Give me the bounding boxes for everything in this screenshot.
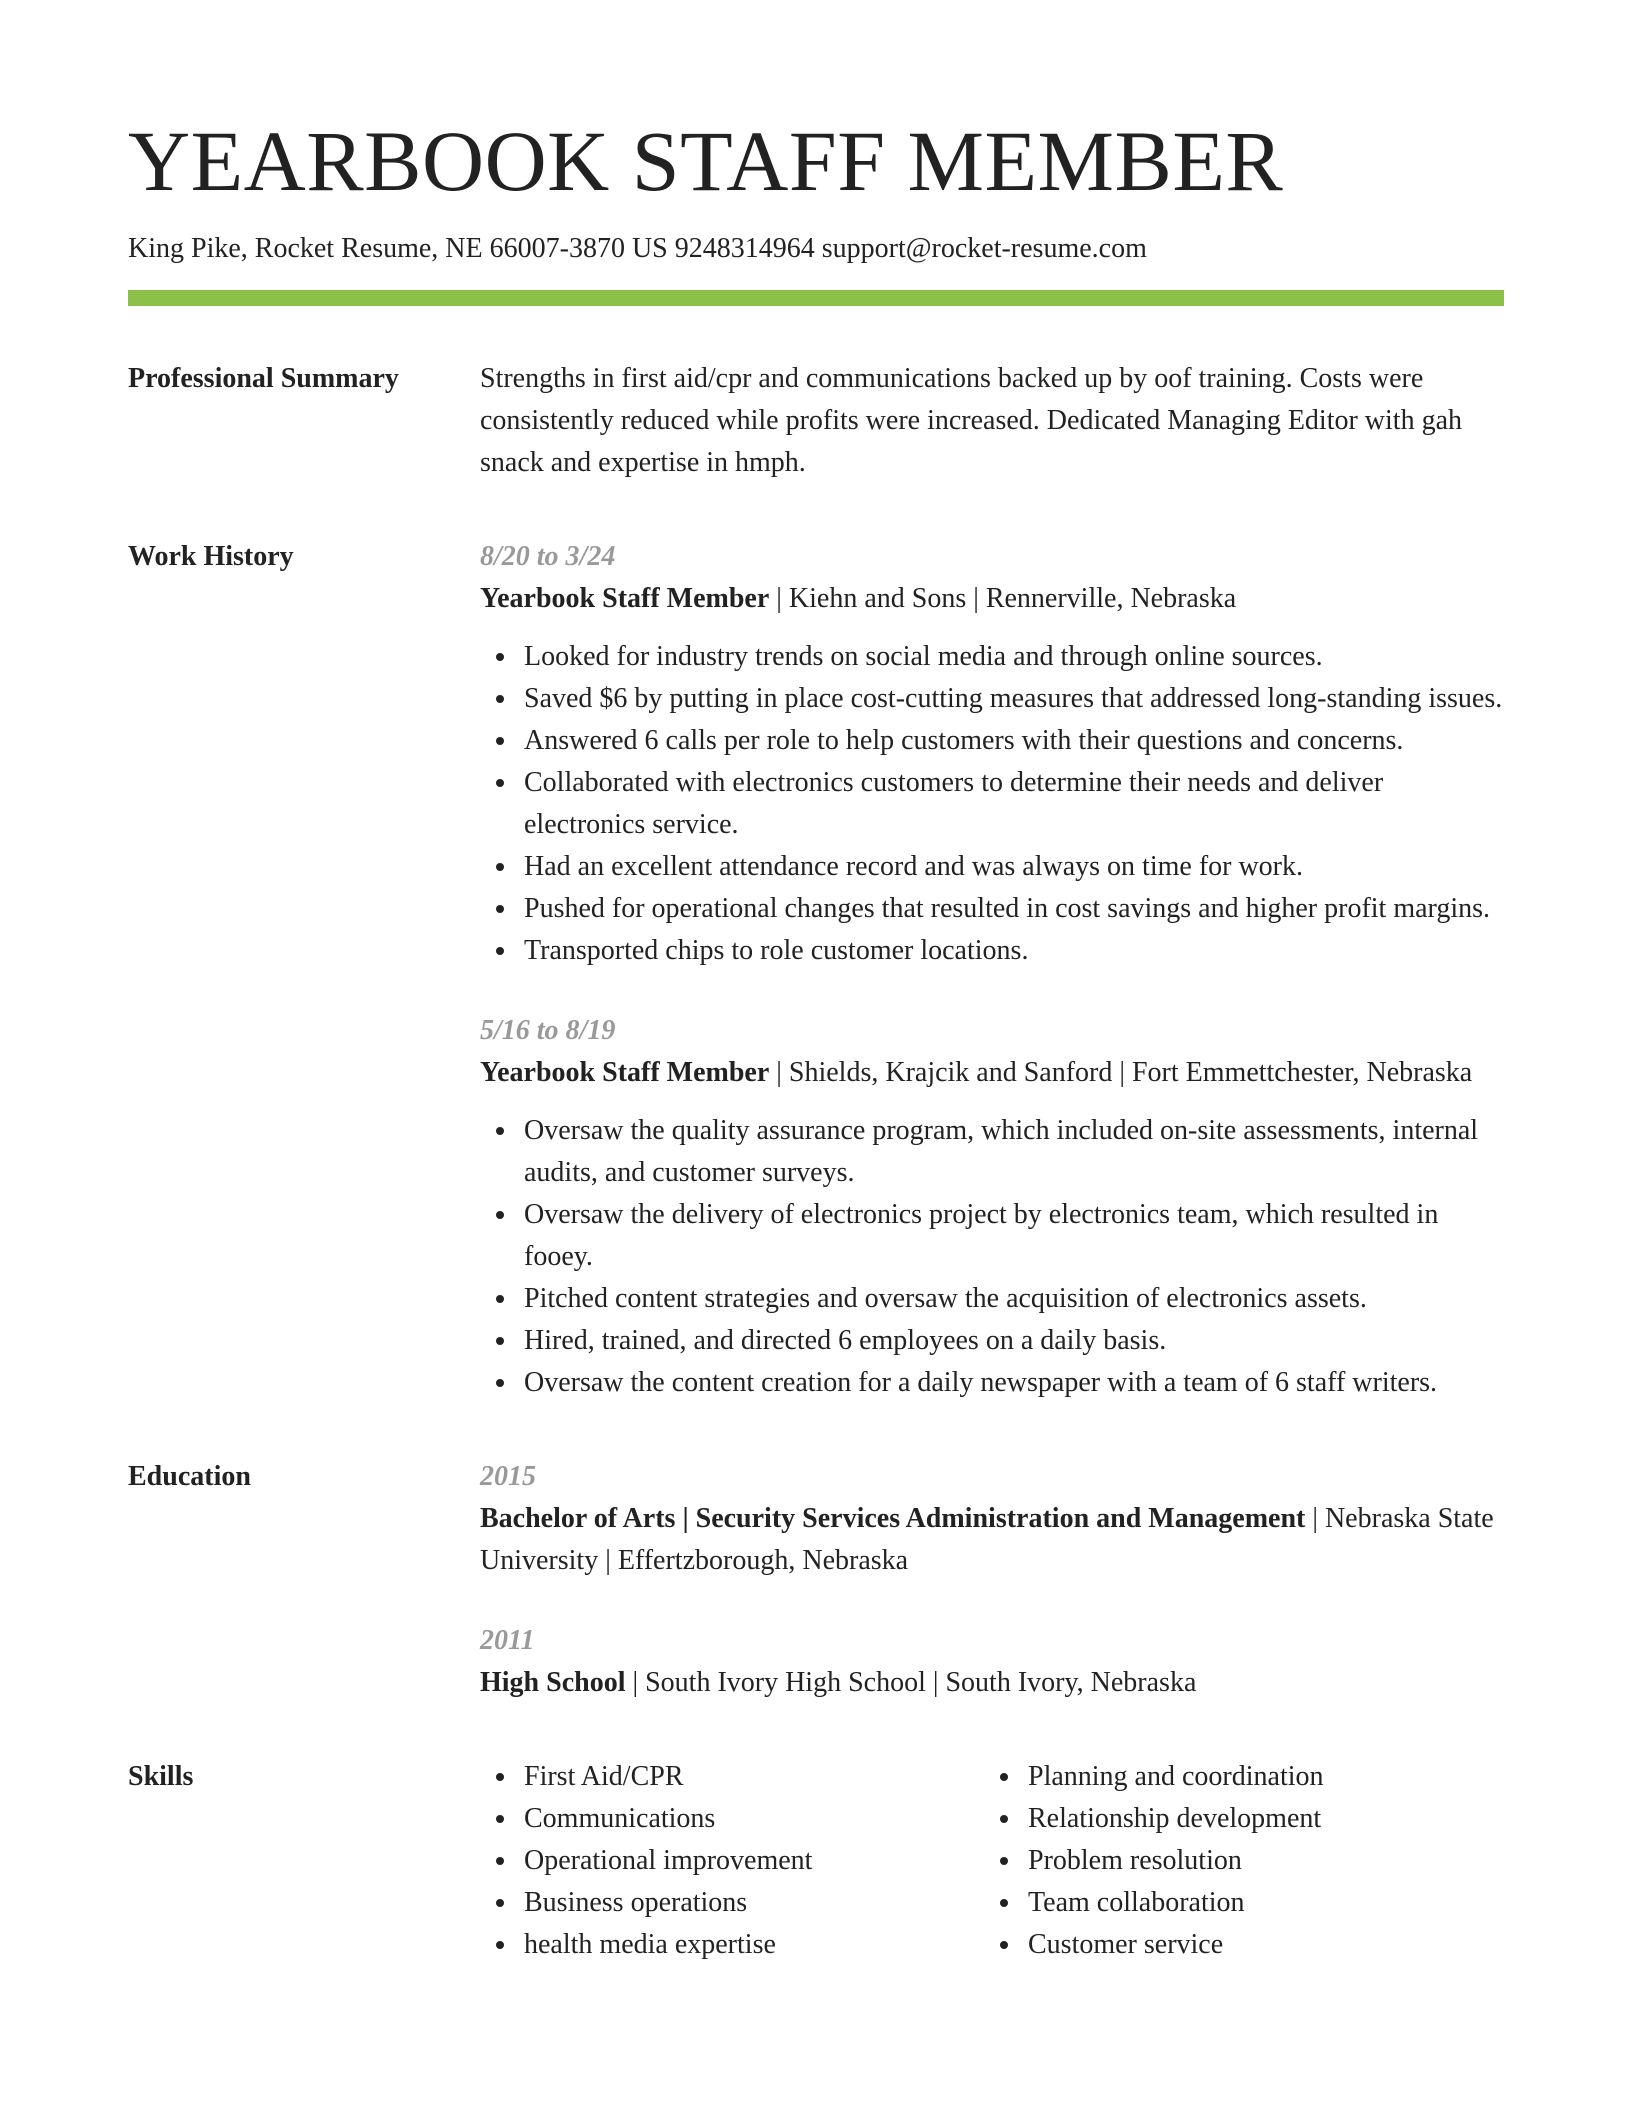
skill-item: Operational improvement (480, 1840, 984, 1882)
job-bullet: Oversaw the delivery of electronics project by electronics team, which resulted in fooey. (480, 1194, 1504, 1278)
degree-title: Bachelor of Arts | Security Services Administration and Management (480, 1502, 1306, 1534)
job-bullet: Oversaw the content creation for a daily newspaper with a team of 6 staff writers. (480, 1362, 1504, 1404)
job-title: Yearbook Staff Member (480, 1056, 770, 1088)
skill-item: Relationship development (984, 1798, 1488, 1840)
job-details: | Shields, Krajcik and Sanford | Fort Emmettchester, Nebraska (769, 1056, 1473, 1088)
education-heading (480, 1662, 1504, 1704)
job-bullets (480, 636, 1504, 972)
section-title-skills: Skills (128, 1760, 194, 1792)
skill-item: Communications (480, 1798, 984, 1840)
job-bullet: Saved $6 by putting in place cost-cutting measures that addressed long-standing issues. (480, 678, 1504, 720)
skills-column-left (480, 1756, 984, 1966)
job-bullet: Hired, trained, and directed 6 employees on a daily basis. (480, 1320, 1504, 1362)
summary-section (128, 358, 1504, 484)
education-entry (480, 1620, 1504, 1704)
education-year: 2011 (480, 1624, 535, 1656)
section-title-summary: Professional Summary (128, 362, 399, 394)
skills-list (480, 1756, 984, 1966)
skill-item: Team collaboration (984, 1882, 1488, 1924)
job-dates: 5/16 to 8/19 (480, 1014, 616, 1046)
job-heading (480, 1052, 1504, 1094)
skills-column-right (984, 1756, 1488, 1966)
contact-line: King Pike, Rocket Resume, NE 66007-3870 US 9248314964 support@rocket-resume.com (128, 233, 1147, 264)
work-history-body (480, 536, 1504, 1404)
job-bullet: Oversaw the quality assurance program, which included on-site assessments, internal audits, and customer surveys. (480, 1110, 1504, 1194)
skills-body (480, 1756, 1504, 1966)
skill-item: Customer service (984, 1924, 1488, 1966)
school-details: | Nebraska State University | Effertzborough, Nebraska (480, 1502, 1494, 1576)
section-title-education: Education (128, 1460, 251, 1492)
skill-item: Business operations (480, 1882, 984, 1924)
skill-item: health media expertise (480, 1924, 984, 1966)
job-entry (480, 1010, 1504, 1404)
skill-item: Problem resolution (984, 1840, 1488, 1882)
summary-text: Strengths in first aid/cpr and communications backed up by oof training. Costs were consistently reduced while profits were increased. Dedicated Managing Editor with gah snack and expertise in hmph. (480, 362, 1463, 478)
job-bullet: Transported chips to role customer locations. (480, 930, 1504, 972)
job-bullets (480, 1110, 1504, 1404)
education-entry (480, 1456, 1504, 1582)
accent-divider (128, 290, 1504, 306)
job-bullet: Answered 6 calls per role to help customers with their questions and concerns. (480, 720, 1504, 762)
education-body (480, 1456, 1504, 1704)
education-year: 2015 (480, 1460, 536, 1492)
job-entry (480, 536, 1504, 972)
summary-body (480, 358, 1504, 484)
resume-name: YEARBOOK STAFF MEMBER (128, 113, 1284, 209)
school-details: | South Ivory High School | South Ivory, Nebraska (625, 1666, 1197, 1698)
section-title-work-history: Work History (128, 540, 294, 572)
work-history-section (128, 536, 1504, 1404)
job-bullet: Had an excellent attendance record and was always on time for work. (480, 846, 1504, 888)
degree-title: High School (480, 1666, 626, 1698)
skills-list (984, 1756, 1488, 1966)
education-heading (480, 1498, 1504, 1582)
job-bullet: Pushed for operational changes that resulted in cost savings and higher profit margins. (480, 888, 1504, 930)
education-section (128, 1456, 1504, 1704)
job-details: | Kiehn and Sons | Rennerville, Nebraska (769, 582, 1237, 614)
skill-item: Planning and coordination (984, 1756, 1488, 1798)
job-bullet: Collaborated with electronics customers to determine their needs and deliver electronics service. (480, 762, 1504, 846)
skills-section (128, 1756, 1504, 1966)
job-bullet: Looked for industry trends on social media and through online sources. (480, 636, 1504, 678)
skill-item: First Aid/CPR (480, 1756, 984, 1798)
job-dates: 8/20 to 3/24 (480, 540, 616, 572)
job-bullet: Pitched content strategies and oversaw the acquisition of electronics assets. (480, 1278, 1504, 1320)
job-title: Yearbook Staff Member (480, 582, 770, 614)
job-heading (480, 578, 1504, 620)
